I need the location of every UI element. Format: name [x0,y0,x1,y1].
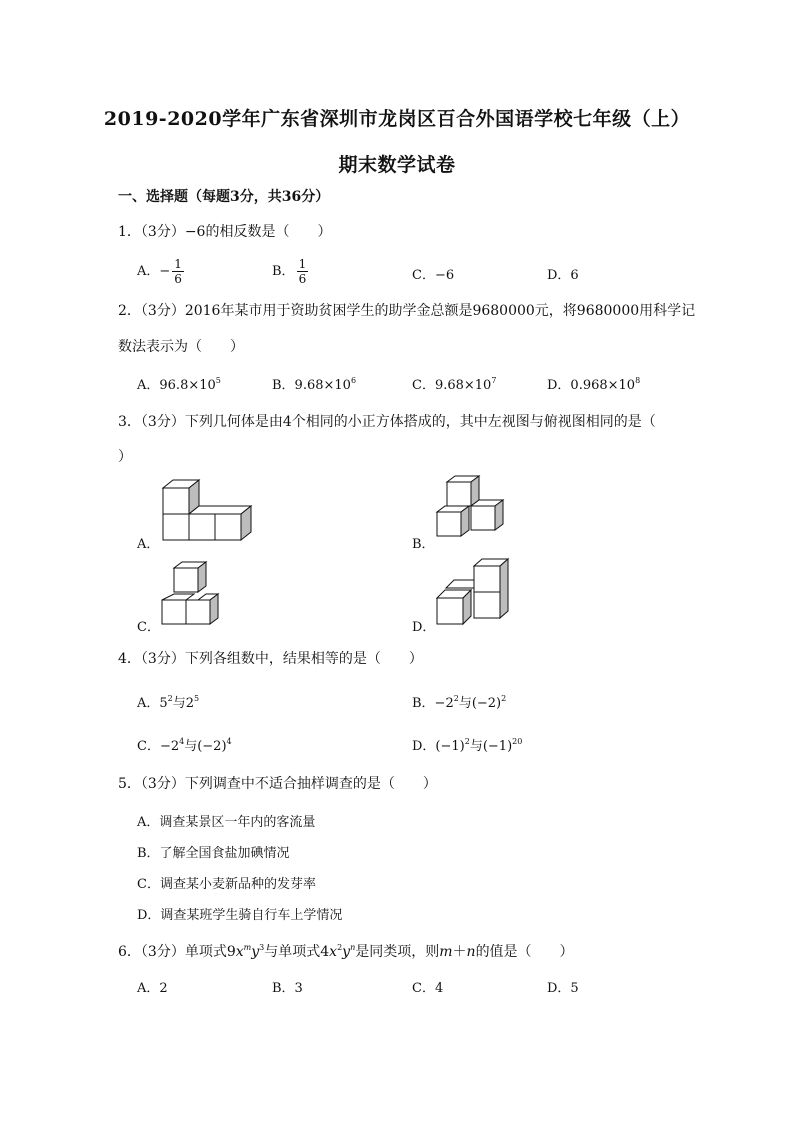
question-2-stem-line1: 2．（3分）2016年某市用于资助贫困学生的助学金总额是9680000元，将9680000用科学记 [118,303,696,319]
question-1-option-a: A．− $\frac{1}{6}$ [137,257,182,286]
question-6-option-c: C．4 [412,981,444,996]
question-3-stem-line1: 3．（3分）下列几何体是由4个相同的小正方体搭成的，其中左视图与俯视图相同的是（ [118,414,656,430]
page-title-line1: 2019-2020学年广东省深圳市龙岗区百合外国语学校七年级（上） [103,108,691,130]
question-4-option-d: D．$(-1)^2$与$(-1)^{20}$ [412,737,523,754]
page-title-line2: 期末数学试卷 [338,154,456,176]
question-5-stem: 5．（3分）下列调查中不适合抽样调查的是（ ） [118,776,437,792]
question-2-stem-line2: 数法表示为（ ） [118,339,244,355]
question-4-option-c: C．$-2^4$与$(-2)^4$ [137,737,232,754]
question-3-figure-c [160,560,235,630]
question-5-option-a: A．调查某景区一年内的客流量 [137,815,316,830]
section-heading-choice: 一、选择题（每题3分，共36分） [118,189,330,205]
question-5-option-c: C．调查某小麦新品种的发芽率 [137,877,316,892]
question-2-option-a: A．$96.8\times 10^5$ [137,376,221,393]
question-3-option-d-label: D． [412,620,436,635]
question-6-option-d: D．5 [547,981,579,996]
question-6-option-a: A．2 [137,981,168,996]
question-3-figure-d [434,558,519,630]
question-4-option-b: B．$-2^2$与$(-2)^2$ [412,694,507,711]
question-1-stem: 1．（3分）−6的相反数是（ ） [118,224,332,240]
question-6-option-b: B．3 [272,981,303,996]
question-2-option-b: B．$9.68\times 10^6$ [272,376,357,393]
question-1-option-b: B． $\frac{1}{6}$ [272,257,307,286]
question-1-option-d: D．6 [547,268,579,283]
question-3-figure-a [158,478,268,548]
question-4-stem: 4．（3分）下列各组数中，结果相等的是（ ） [118,651,423,667]
question-3-stem-line2: ） [118,449,132,465]
question-3-figure-b [434,474,514,549]
question-1-option-c: C．−6 [412,268,455,283]
question-3-option-c-label: C． [137,620,160,635]
question-3-option-a-label: A． [137,537,160,552]
question-3-option-b-label: B． [412,537,435,552]
question-6-stem: 6．（3分）单项式$9x^my^3$与单项式$4x^2y^n$是同类项，则m＋n的值是（ ） [118,943,574,960]
question-5-option-b: B．了解全国食盐加碘情况 [137,846,290,861]
question-2-option-c: C．$9.68\times 10^7$ [412,376,497,393]
question-5-option-d: D．调查某班学生骑自行车上学情况 [137,908,343,923]
question-2-option-d: D．$0.968\times 10^8$ [547,376,641,393]
question-4-option-a: A．$5^2$与$2^5$ [137,694,200,711]
